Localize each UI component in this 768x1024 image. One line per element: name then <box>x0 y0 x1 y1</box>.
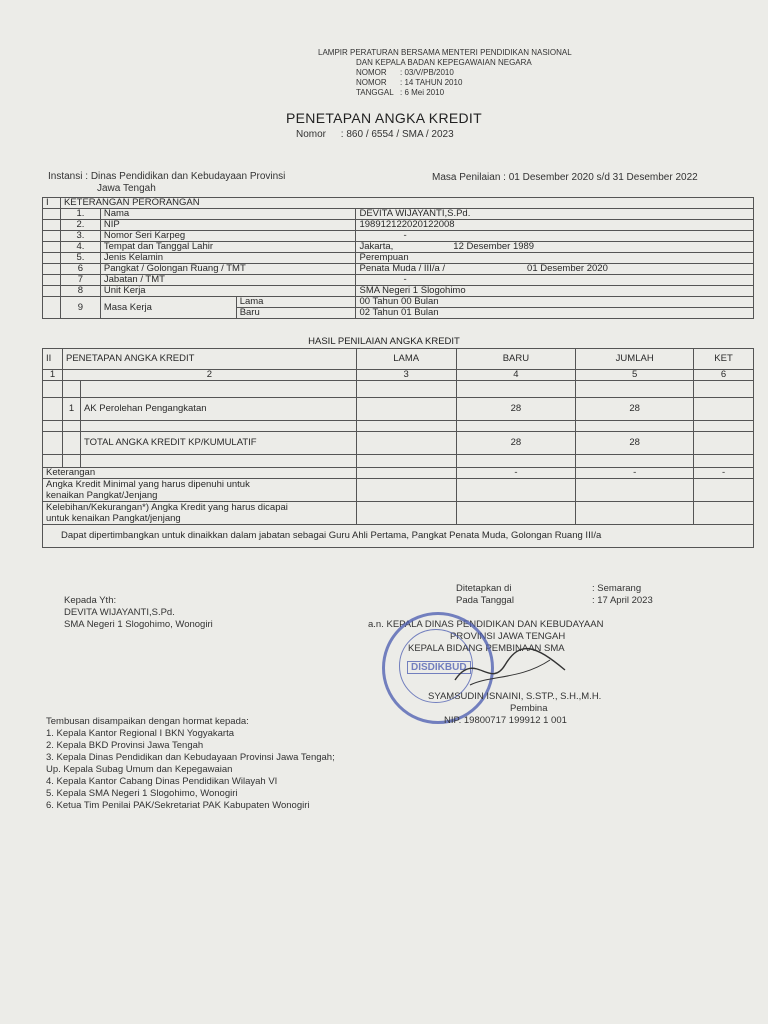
index-cell: 3 <box>356 370 456 381</box>
table-row <box>43 209 754 220</box>
table-row <box>43 264 754 275</box>
index-row <box>43 370 754 381</box>
row-label: NIP <box>100 220 356 231</box>
spacer-row <box>43 381 754 398</box>
row-value: Perempuan <box>356 253 754 264</box>
item-row <box>43 398 754 421</box>
regulation-tanggal-label: TANGGAL <box>356 88 394 97</box>
an-line-3: KEPALA BIDANG PEMBINAAN SMA <box>408 643 565 654</box>
row-label: Unit Kerja <box>100 286 356 297</box>
tanggal-value: : 17 April 2023 <box>592 595 653 606</box>
table-row <box>43 297 754 308</box>
row-value: - <box>403 274 407 285</box>
keterangan-dash-jumlah: - <box>576 468 694 479</box>
list-item: 5. Kepala SMA Negeri 1 Slogohimo, Wonogiri <box>46 788 238 799</box>
list-item: Up. Kepala Subag Umum dan Kepegawaian <box>46 764 233 775</box>
regulation-line-2: DAN KEPALA BADAN KEPEGAWAIAN NEGARA <box>356 58 532 67</box>
conclusion-row <box>43 525 754 548</box>
table-row <box>43 275 754 286</box>
table-row <box>43 242 754 253</box>
col-baru: BARU <box>456 349 576 370</box>
signer-block <box>428 691 748 727</box>
index-cell: 2 <box>62 370 356 381</box>
row-no: 4. <box>60 242 100 253</box>
row-no: 9 <box>60 297 100 319</box>
list-item: 6. Ketua Tim Penilai PAK/Sekretariat PAK Kabupaten Wonogiri <box>46 800 310 811</box>
row-value-2: 01 Desember 2020 <box>527 263 608 274</box>
row-value: Jakarta, <box>359 241 394 252</box>
credit-table <box>42 348 754 548</box>
keterangan-dash-ket: - <box>694 468 754 479</box>
row-label: Nama <box>100 209 356 220</box>
keterangan-row <box>43 468 754 479</box>
index-cell: 5 <box>576 370 694 381</box>
ditetapkan-value: : Semarang <box>592 583 642 594</box>
instansi-block <box>48 171 285 195</box>
total-label: TOTAL ANGKA KREDIT KP/KUMULATIF <box>80 432 356 455</box>
spacer-row <box>43 421 754 432</box>
row-label: Masa Kerja <box>100 297 236 319</box>
instansi-line-2: Jawa Tengah <box>97 183 156 194</box>
personal-info-table <box>42 197 754 319</box>
item-lama <box>356 398 456 421</box>
section-1-num: I <box>43 198 61 209</box>
masa-kerja-baru-value: 02 Tahun 01 Bulan <box>356 308 754 319</box>
row-value: SMA Negeri 1 Slogohimo <box>356 286 754 297</box>
signer-nip: NIP. 19800717 199912 1 001 <box>444 715 567 726</box>
total-baru: 28 <box>456 432 576 455</box>
kelebihan-row <box>43 502 754 525</box>
instansi-line-1: Dinas Pendidikan dan Kebudayaan Provinsi <box>90 171 286 182</box>
list-item: 4. Kepala Kantor Cabang Dinas Pendidikan Wilayah VI <box>46 776 278 787</box>
masa-kerja-lama-value: 00 Tahun 00 Bulan <box>356 297 754 308</box>
row-value: 198912122020122008 <box>356 220 754 231</box>
total-row <box>43 432 754 455</box>
section-1-header <box>43 198 754 209</box>
masa-kerja-lama-label: Lama <box>236 297 356 308</box>
masa-kerja-baru-label: Baru <box>236 308 356 319</box>
regulation-nomor-label: NOMOR <box>356 68 387 77</box>
kelebihan-line-1: Kelebihan/Kekurangan*) Angka Kredit yang harus dicapai <box>46 502 288 513</box>
item-label: AK Perolehan Pengangkatan <box>80 398 356 421</box>
an-line-2: PROVINSI JAWA TENGAH <box>450 631 566 642</box>
col-ket: KET <box>694 349 754 370</box>
list-item: 2. Kepala BKD Provinsi Jawa Tengah <box>46 740 204 751</box>
table-row <box>43 253 754 264</box>
row-label: Tempat dan Tanggal Lahir <box>100 242 356 253</box>
recipient-place: SMA Negeri 1 Slogohimo, Wonogiri <box>64 619 213 630</box>
kelebihan-line-2: untuk kenaikan Pangkat/jenjang <box>46 513 181 524</box>
hasil-title: HASIL PENILAIAN ANGKA KREDIT <box>308 336 460 347</box>
total-jumlah: 28 <box>576 432 694 455</box>
an-line-1: a.n. KEPALA DINAS PENDIDIKAN DAN KEBUDAYAAN <box>368 619 604 630</box>
masa-penilaian: Masa Penilaian : 01 Desember 2020 s/d 31 Desember 2022 <box>432 172 698 183</box>
index-cell: 4 <box>456 370 576 381</box>
row-label: Jenis Kelamin <box>100 253 356 264</box>
kepada-label: Kepada Yth: <box>64 595 117 606</box>
section-2-title: PENETAPAN ANGKA KREDIT <box>62 349 356 370</box>
instansi-label: Instansi : <box>48 171 89 182</box>
minimal-line-1: Angka Kredit Minimal yang harus dipenuhi untuk <box>46 479 250 490</box>
ditetapkan-block <box>456 583 653 607</box>
document-number <box>296 129 454 140</box>
signer-name: SYAMSUDIN ISNAINI, S.STP., S.H.,M.H. <box>428 691 602 702</box>
row-no: 2. <box>60 220 100 231</box>
table-row <box>43 231 754 242</box>
row-value: - <box>403 230 407 241</box>
minimal-row <box>43 479 754 502</box>
item-ket <box>694 398 754 421</box>
row-no: 8 <box>60 286 100 297</box>
row-no: 5. <box>60 253 100 264</box>
stamp-label: DISDIKBUD <box>407 661 471 674</box>
section-2-num: II <box>43 349 63 370</box>
row-no: 3. <box>60 231 100 242</box>
table-row <box>43 286 754 297</box>
tanggal-label: Pada Tanggal <box>456 595 514 606</box>
recipient-block <box>64 595 213 631</box>
keterangan-label: Keterangan <box>43 468 357 479</box>
regulation-tanggal: : 6 Mei 2010 <box>400 88 445 97</box>
nomor-label: Nomor <box>296 129 327 140</box>
regulation-line-1: LAMPIR PERATURAN BERSAMA MENTERI PENDIDIKAN NASIONAL <box>318 48 572 57</box>
section-1-title: KETERANGAN PERORANGAN <box>60 198 753 209</box>
keterangan-dash-baru: - <box>456 468 576 479</box>
row-label: Nomor Seri Karpeg <box>100 231 356 242</box>
col-lama: LAMA <box>356 349 456 370</box>
index-cell: 1 <box>43 370 63 381</box>
ditetapkan-label: Ditetapkan di <box>456 583 512 594</box>
row-value: Penata Muda / III/a / <box>359 263 446 274</box>
spacer-row <box>43 455 754 468</box>
item-no: 1 <box>62 398 80 421</box>
index-cell: 6 <box>694 370 754 381</box>
tembusan-block <box>46 716 335 812</box>
col-jumlah: JUMLAH <box>576 349 694 370</box>
list-item: 1. Kepala Kantor Regional I BKN Yogyakarta <box>46 728 235 739</box>
row-value-2: 12 Desember 1989 <box>453 241 535 252</box>
regulation-nomor-1: : 03/V/PB/2010 <box>400 68 454 77</box>
regulation-nomor-label-2: NOMOR <box>356 78 387 87</box>
signer-rank: Pembina <box>510 703 548 714</box>
item-jumlah: 28 <box>576 398 694 421</box>
item-baru: 28 <box>456 398 576 421</box>
regulation-header <box>318 48 572 98</box>
row-no: 6 <box>60 264 100 275</box>
list-item: 3. Kepala Dinas Pendidikan dan Kebudayaan Provinsi Jawa Tengah; <box>46 752 335 763</box>
nomor-value: : 860 / 6554 / SMA / 2023 <box>340 129 454 140</box>
recipient-name: DEVITA WIJAYANTI,S.Pd. <box>64 607 175 618</box>
regulation-nomor-2: : 14 TAHUN 2010 <box>400 78 463 87</box>
row-label: Pangkat / Golongan Ruang / TMT <box>100 264 356 275</box>
credit-header-row <box>43 349 754 370</box>
minimal-line-2: kenaikan Pangkat/Jenjang <box>46 490 158 501</box>
tembusan-title: Tembusan disampaikan dengan hormat kepada: <box>46 716 249 727</box>
row-label: Jabatan / TMT <box>100 275 356 286</box>
table-row <box>43 220 754 231</box>
document-title: PENETAPAN ANGKA KREDIT <box>286 110 482 126</box>
row-no: 1. <box>60 209 100 220</box>
conclusion-text: Dapat dipertimbangkan untuk dinaikkan dalam jabatan sebagai Guru Ahli Pertama, Pangkat Penata Muda, Golongan Ruang III/a <box>43 525 754 548</box>
row-value: DEVITA WIJAYANTI,S.Pd. <box>356 209 754 220</box>
row-no: 7 <box>60 275 100 286</box>
